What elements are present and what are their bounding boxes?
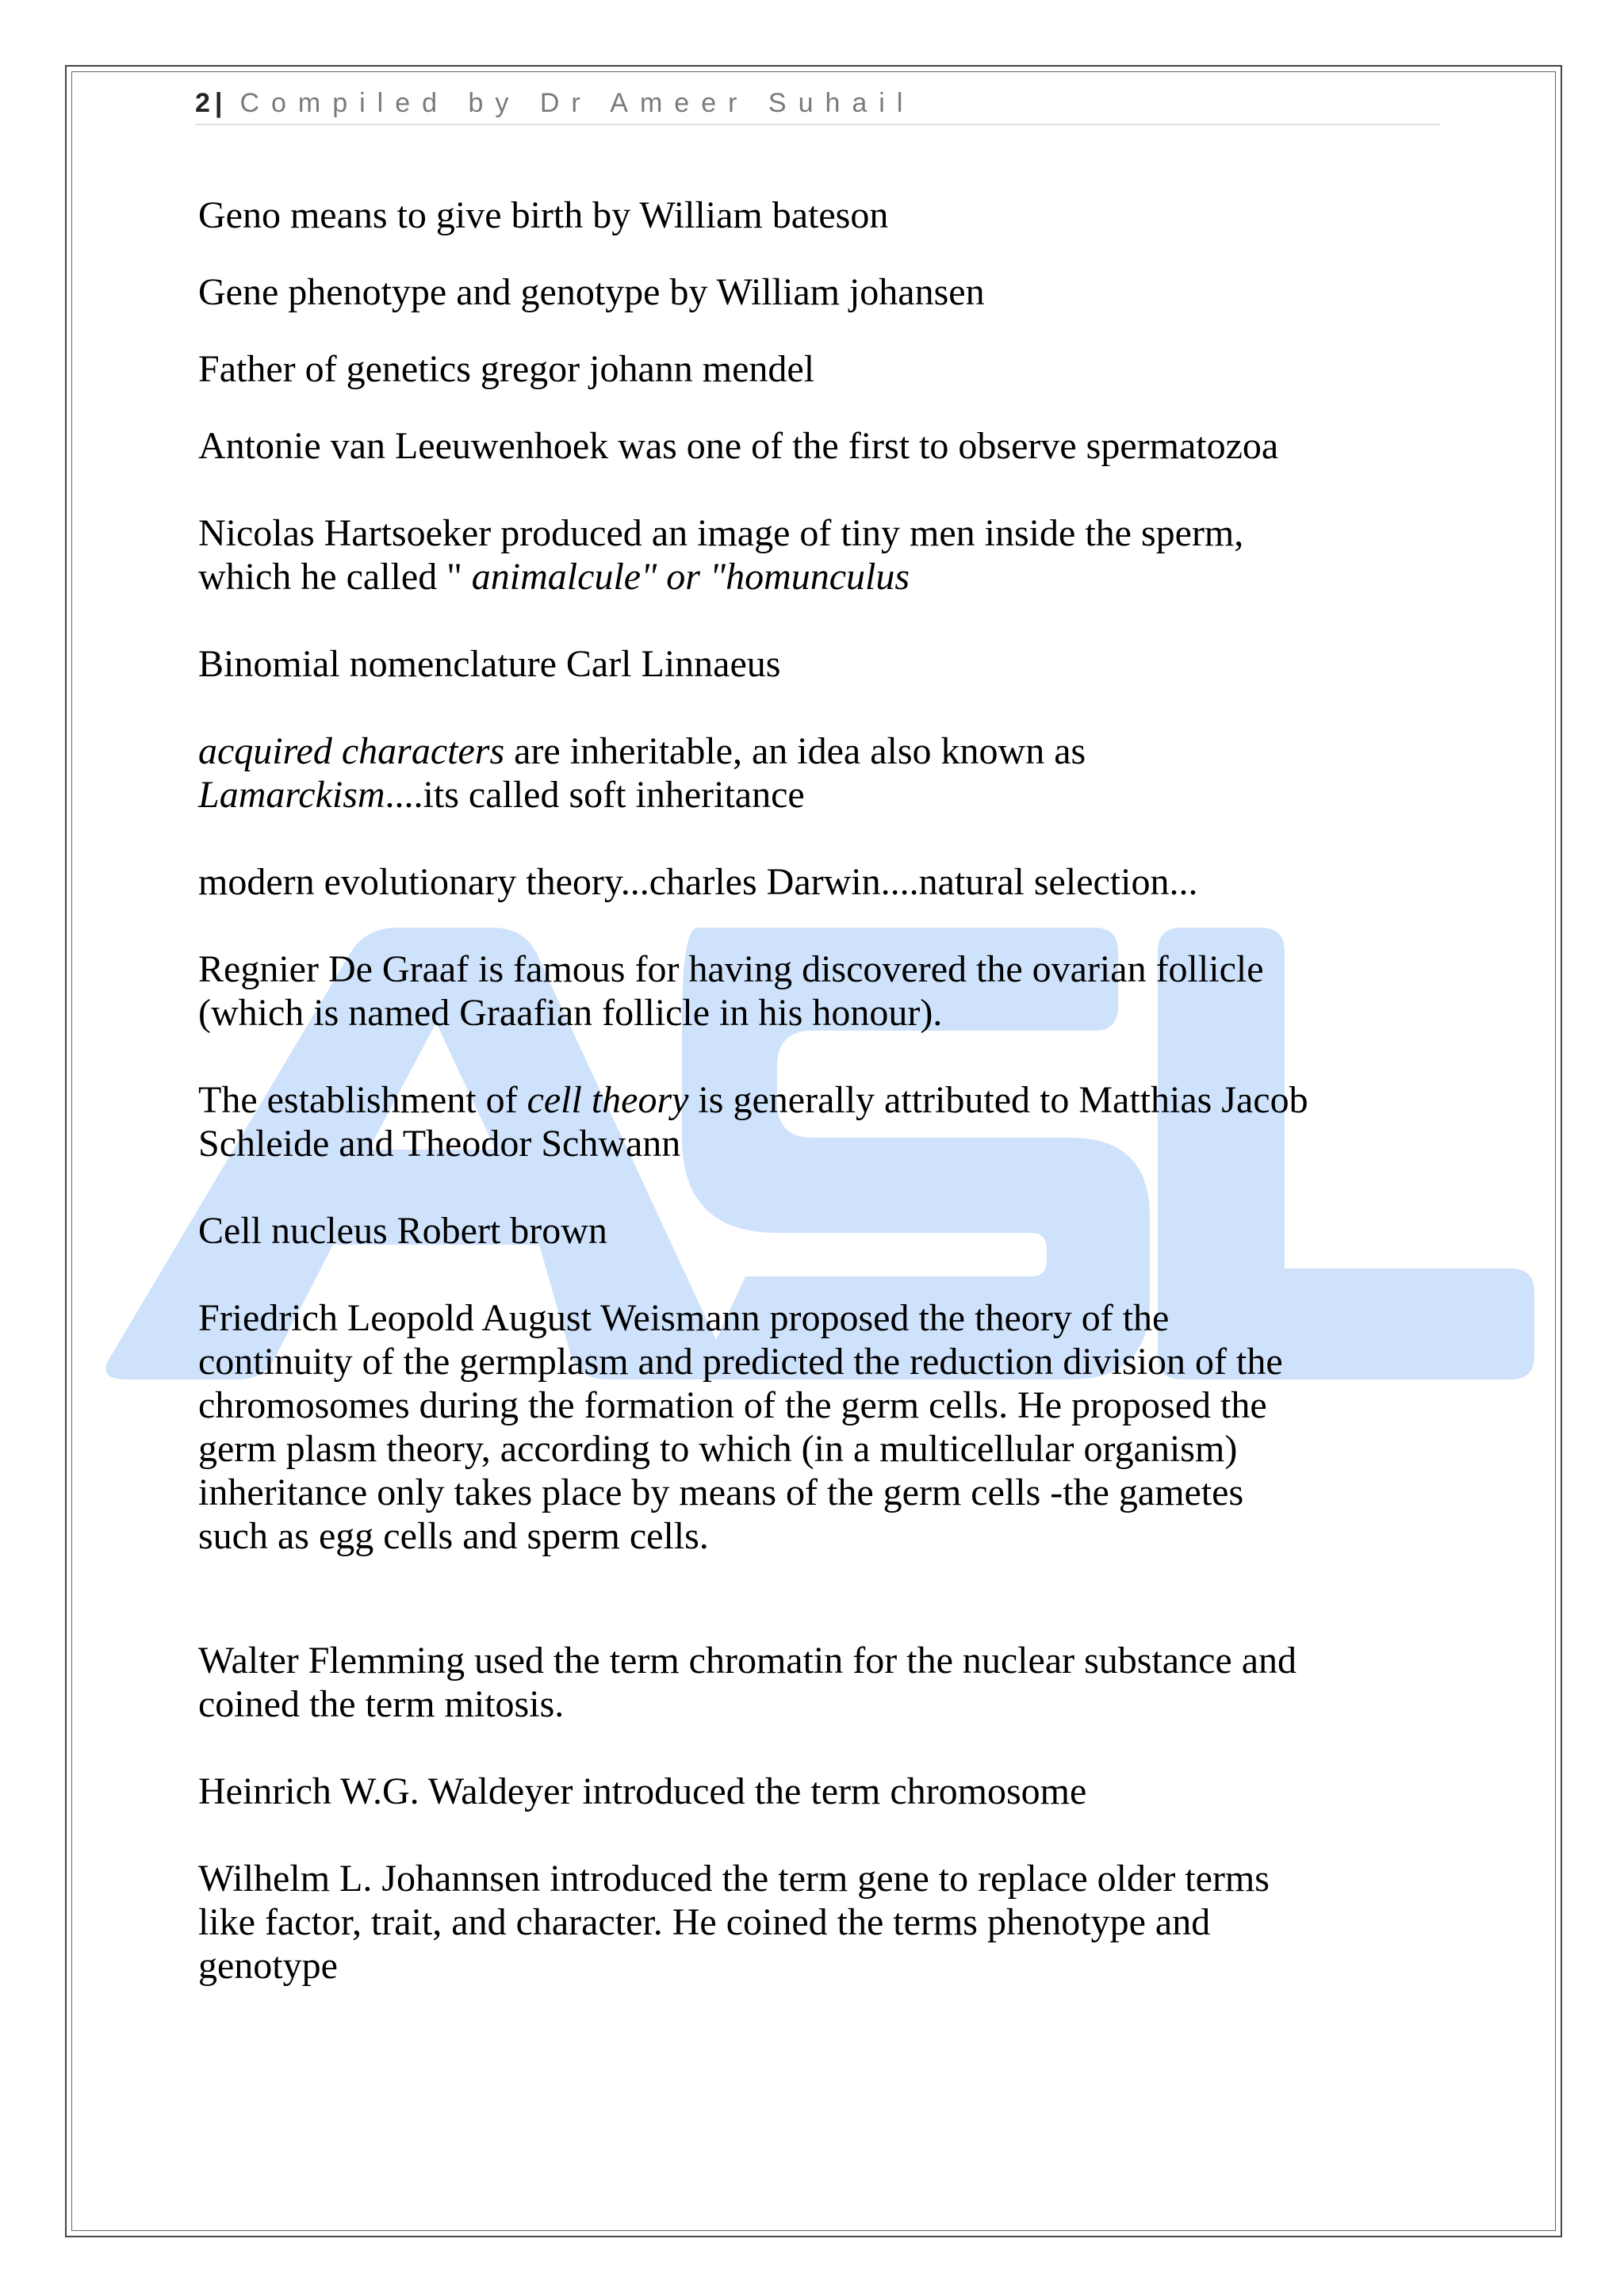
text-run: are inheritable, an idea also known as bbox=[504, 730, 1086, 772]
text-line bbox=[198, 1078, 1451, 1122]
header-separator: | bbox=[214, 88, 223, 118]
text-line bbox=[198, 1209, 1451, 1253]
text-line bbox=[198, 1682, 1451, 1726]
compiled-by-text: Compiled by Dr Ameer Suhail bbox=[239, 88, 915, 118]
text-run: Binomial nomenclature Carl Linnaeus bbox=[198, 643, 781, 685]
text-line bbox=[198, 642, 1451, 686]
text-line bbox=[198, 1296, 1451, 1340]
paragraph bbox=[198, 1770, 1451, 1813]
text-line bbox=[198, 424, 1451, 468]
text-run: Regnier De Graaf is famous for having discovered the ovarian follicle bbox=[198, 948, 1264, 990]
text-line bbox=[198, 1900, 1451, 1944]
italic-text: acquired characters bbox=[198, 730, 505, 772]
text-run: Geno means to give birth by William bateson bbox=[198, 194, 889, 236]
text-run: continuity of the germplasm and predicted the reduction division of the bbox=[198, 1341, 1283, 1383]
text-run: The establishment of bbox=[198, 1079, 527, 1121]
text-line bbox=[198, 947, 1451, 991]
text-run: Father of genetics gregor johann mendel bbox=[198, 348, 815, 390]
text-run: is generally attributed to Matthias Jacob bbox=[688, 1079, 1308, 1121]
italic-text: cell theory bbox=[527, 1079, 689, 1121]
text-line bbox=[198, 511, 1451, 555]
text-line bbox=[198, 1340, 1451, 1383]
paragraph bbox=[198, 1857, 1451, 1988]
text-run: ....its called soft inheritance bbox=[385, 774, 805, 816]
text-run: germ plasm theory, according to which (in a multicellular organism) bbox=[198, 1428, 1238, 1470]
text-run: genotype bbox=[198, 1945, 338, 1987]
page-number: 2 bbox=[195, 88, 215, 118]
text-run: Wilhelm L. Johannsen introduced the term gene to replace older terms bbox=[198, 1858, 1270, 1900]
text-run: Nicolas Hartsoeker produced an image of tiny men inside the sperm, bbox=[198, 512, 1244, 554]
text-line bbox=[198, 1514, 1451, 1558]
text-line bbox=[198, 1471, 1451, 1514]
text-run: Schleide and Theodor Schwann bbox=[198, 1123, 681, 1165]
text-line bbox=[198, 1944, 1451, 1988]
paragraph bbox=[198, 1078, 1451, 1165]
paragraph bbox=[198, 947, 1451, 1035]
text-run: Gene phenotype and genotype by William johansen bbox=[198, 271, 985, 313]
text-line bbox=[198, 773, 1451, 817]
text-run: Cell nucleus Robert brown bbox=[198, 1210, 607, 1252]
text-run: chromosomes during the formation of the germ cells. He proposed the bbox=[198, 1384, 1267, 1426]
paragraph bbox=[198, 860, 1451, 904]
text-run: modern evolutionary theory...charles Darwin....natural selection... bbox=[198, 861, 1198, 903]
text-run: Walter Flemming used the term chromatin for the nuclear substance and bbox=[198, 1640, 1297, 1682]
text-run: inheritance only takes place by means of the germ cells -the gametes bbox=[198, 1471, 1244, 1513]
text-run: like factor, trait, and character. He coined the terms phenotype and bbox=[198, 1901, 1211, 1943]
text-line bbox=[198, 1639, 1451, 1682]
text-run: coined the term mitosis. bbox=[198, 1683, 565, 1725]
text-line bbox=[198, 1383, 1451, 1427]
text-line bbox=[198, 193, 1451, 237]
text-line bbox=[198, 991, 1451, 1035]
text-line bbox=[198, 1122, 1451, 1165]
text-line bbox=[198, 347, 1451, 391]
italic-text: Lamarckism bbox=[198, 774, 385, 816]
paragraph bbox=[198, 1209, 1451, 1253]
text-line bbox=[198, 1770, 1451, 1813]
paragraph bbox=[198, 347, 1451, 391]
italic-text: animalcule" or "homunculus bbox=[471, 556, 910, 598]
paragraph bbox=[198, 642, 1451, 686]
paragraph bbox=[198, 511, 1451, 599]
text-line bbox=[198, 860, 1451, 904]
text-line bbox=[198, 555, 1451, 599]
text-run: Friedrich Leopold August Weismann proposed the theory of the bbox=[198, 1297, 1170, 1339]
text-run: (which is named Graafian follicle in his honour). bbox=[198, 992, 943, 1034]
paragraph bbox=[198, 729, 1451, 817]
paragraph bbox=[198, 1296, 1451, 1558]
document-body bbox=[198, 193, 1451, 1988]
paragraph bbox=[198, 424, 1451, 468]
paragraph bbox=[198, 1639, 1451, 1726]
page-header bbox=[195, 86, 1440, 125]
text-run: Antonie van Leeuwenhoek was one of the first to observe spermatozoa bbox=[198, 425, 1279, 467]
text-line bbox=[198, 1427, 1451, 1471]
text-line bbox=[198, 729, 1451, 773]
text-line bbox=[198, 1857, 1451, 1900]
paragraph bbox=[198, 270, 1451, 314]
text-run: Heinrich W.G. Waldeyer introduced the term chromosome bbox=[198, 1770, 1087, 1812]
paragraph bbox=[198, 193, 1451, 237]
text-run: which he called " bbox=[198, 556, 472, 598]
text-run: such as egg cells and sperm cells. bbox=[198, 1515, 709, 1557]
text-line bbox=[198, 270, 1451, 314]
